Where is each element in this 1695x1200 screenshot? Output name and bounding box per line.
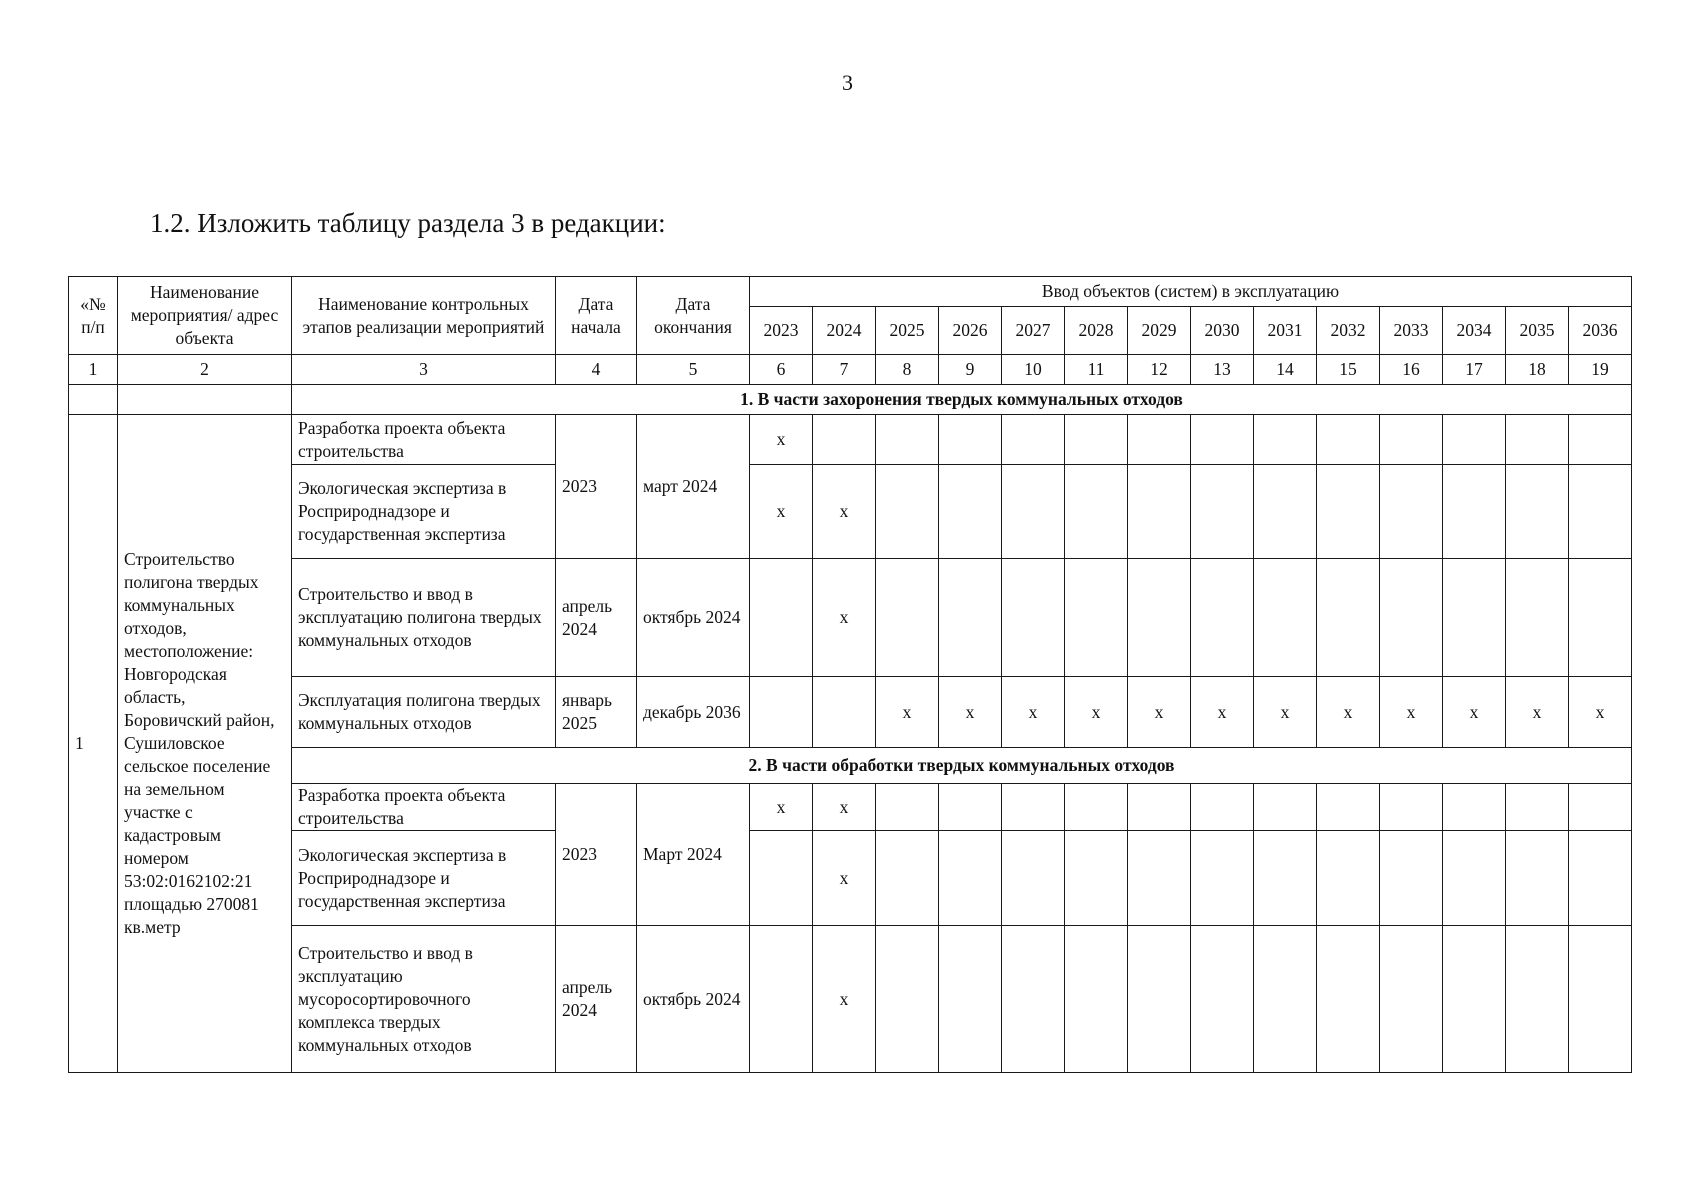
stage-row <box>69 465 1632 559</box>
stage-row <box>69 559 1632 677</box>
column-number: 2 <box>118 355 292 385</box>
column-number: 18 <box>1506 355 1569 385</box>
year-mark <box>1569 415 1632 465</box>
object-name: Строительство полигона твердых коммунальных отходов, местоположение: Новгородская область, Боровичский район, Сушиловское сельское поселение на земельном участке с кадастровым номером 53:02:0162102:21 площадью 270081 кв.метр <box>118 415 292 1073</box>
year-mark <box>1002 784 1065 831</box>
year-header: 2033 <box>1380 307 1443 355</box>
year-header: 2029 <box>1128 307 1191 355</box>
year-mark <box>1191 784 1254 831</box>
stage-name: Эксплуатация полигона твердых коммунальных отходов <box>292 677 556 748</box>
year-mark <box>1254 926 1317 1073</box>
year-mark <box>939 926 1002 1073</box>
year-mark <box>1128 415 1191 465</box>
year-mark <box>939 465 1002 559</box>
column-number: 9 <box>939 355 1002 385</box>
year-mark: х <box>813 784 876 831</box>
year-mark <box>1002 465 1065 559</box>
column-number: 4 <box>556 355 637 385</box>
year-mark <box>876 784 939 831</box>
stage-end-date: октябрь 2024 <box>637 926 750 1073</box>
stage-name: Разработка проекта объекта строительства <box>292 415 556 465</box>
year-mark <box>1002 926 1065 1073</box>
stage-row <box>69 415 1632 465</box>
schedule-table-body <box>69 277 1632 1073</box>
header-name: Наименование мероприятия/ адрес объекта <box>118 277 292 355</box>
row-number: 1 <box>69 415 118 1073</box>
empty-cell <box>69 385 118 415</box>
year-mark <box>813 677 876 748</box>
year-mark: х <box>1317 677 1380 748</box>
year-mark <box>1317 465 1380 559</box>
year-header: 2032 <box>1317 307 1380 355</box>
year-mark <box>876 415 939 465</box>
stage-end-date: март 2024 <box>637 415 750 559</box>
schedule-table <box>68 276 1632 1073</box>
stage-name: Экологическая экспертиза в Росприроднадзоре и государственная экспертиза <box>292 831 556 926</box>
stage-start-date: январь 2025 <box>556 677 637 748</box>
year-mark <box>1254 559 1317 677</box>
section-title: 2. В части обработки твердых коммунальных отходов <box>292 748 1632 784</box>
header-start: Дата начала <box>556 277 637 355</box>
year-mark <box>939 415 1002 465</box>
column-number: 19 <box>1569 355 1632 385</box>
section-title: 1. В части захоронения твердых коммунальных отходов <box>292 385 1632 415</box>
year-mark: х <box>876 677 939 748</box>
year-mark <box>1065 831 1128 926</box>
column-number: 5 <box>637 355 750 385</box>
year-mark <box>1569 831 1632 926</box>
year-mark <box>1191 465 1254 559</box>
year-mark <box>1065 559 1128 677</box>
header-row <box>69 277 1632 307</box>
year-mark <box>1569 784 1632 831</box>
year-mark <box>1506 465 1569 559</box>
year-mark <box>1128 926 1191 1073</box>
year-mark <box>1317 784 1380 831</box>
stage-name: Строительство и ввод в эксплуатацию полигона твердых коммунальных отходов <box>292 559 556 677</box>
year-mark <box>1506 926 1569 1073</box>
year-mark <box>1380 926 1443 1073</box>
year-mark <box>1380 559 1443 677</box>
year-mark <box>1002 831 1065 926</box>
year-mark: х <box>813 465 876 559</box>
year-mark <box>813 415 876 465</box>
stage-name: Строительство и ввод в эксплуатацию мусоросортировочного комплекса твердых коммунальных отходов <box>292 926 556 1073</box>
year-mark: х <box>1506 677 1569 748</box>
year-mark <box>1128 831 1191 926</box>
year-mark <box>876 831 939 926</box>
year-mark <box>1065 926 1128 1073</box>
column-number: 14 <box>1254 355 1317 385</box>
year-header: 2023 <box>750 307 813 355</box>
column-number: 11 <box>1065 355 1128 385</box>
year-mark <box>1254 831 1317 926</box>
stage-name: Разработка проекта объекта строительства <box>292 784 556 831</box>
year-mark <box>1317 926 1380 1073</box>
year-mark: х <box>1191 677 1254 748</box>
stage-end-date: декабрь 2036 <box>637 677 750 748</box>
year-header: 2026 <box>939 307 1002 355</box>
year-mark <box>1254 784 1317 831</box>
stage-start-date: 2023 <box>556 784 637 926</box>
year-mark <box>1443 415 1506 465</box>
year-mark <box>1443 784 1506 831</box>
year-mark: х <box>1380 677 1443 748</box>
year-mark <box>1191 831 1254 926</box>
year-mark: х <box>939 677 1002 748</box>
year-mark <box>1128 559 1191 677</box>
year-mark: х <box>1065 677 1128 748</box>
year-mark <box>1317 415 1380 465</box>
year-mark: х <box>1254 677 1317 748</box>
year-header: 2035 <box>1506 307 1569 355</box>
year-mark <box>750 831 813 926</box>
year-header: 2028 <box>1065 307 1128 355</box>
year-mark <box>1380 415 1443 465</box>
year-mark <box>1443 559 1506 677</box>
empty-cell <box>118 385 292 415</box>
year-mark <box>750 926 813 1073</box>
stage-row <box>69 677 1632 748</box>
year-mark <box>1065 784 1128 831</box>
year-mark <box>1506 784 1569 831</box>
year-mark <box>1065 415 1128 465</box>
year-mark: х <box>1128 677 1191 748</box>
stage-row <box>69 831 1632 926</box>
header-stages: Наименование контрольных этапов реализации мероприятий <box>292 277 556 355</box>
year-mark: х <box>750 415 813 465</box>
year-mark <box>1569 465 1632 559</box>
year-mark: х <box>813 926 876 1073</box>
year-header: 2034 <box>1443 307 1506 355</box>
year-header: 2024 <box>813 307 876 355</box>
page-number: 3 <box>842 70 853 95</box>
year-mark <box>1506 831 1569 926</box>
year-mark: х <box>1002 677 1065 748</box>
year-header: 2036 <box>1569 307 1632 355</box>
year-mark <box>876 559 939 677</box>
header-num: «№ п/п <box>69 277 118 355</box>
stage-start-date: 2023 <box>556 415 637 559</box>
year-mark <box>1317 831 1380 926</box>
header-end: Дата окончания <box>637 277 750 355</box>
year-mark <box>1065 465 1128 559</box>
year-mark <box>1569 559 1632 677</box>
stage-start-date: апрель 2024 <box>556 926 637 1073</box>
section-heading: 1.2. Изложить таблицу раздела 3 в редакции: <box>150 208 666 238</box>
year-mark: х <box>813 559 876 677</box>
column-number: 10 <box>1002 355 1065 385</box>
year-header: 2025 <box>876 307 939 355</box>
year-mark <box>1254 465 1317 559</box>
year-mark <box>1128 784 1191 831</box>
year-mark <box>1506 559 1569 677</box>
year-header: 2027 <box>1002 307 1065 355</box>
column-number: 12 <box>1128 355 1191 385</box>
year-mark <box>1443 831 1506 926</box>
year-mark <box>876 465 939 559</box>
year-mark <box>939 831 1002 926</box>
stage-row <box>69 784 1632 831</box>
column-number: 17 <box>1443 355 1506 385</box>
year-mark <box>1002 415 1065 465</box>
year-mark <box>1128 465 1191 559</box>
year-mark: х <box>813 831 876 926</box>
stage-row <box>69 926 1632 1073</box>
year-header: 2031 <box>1254 307 1317 355</box>
year-mark: х <box>1443 677 1506 748</box>
stage-end-date: октябрь 2024 <box>637 559 750 677</box>
section-row <box>69 748 1632 784</box>
year-mark: х <box>750 465 813 559</box>
stage-start-date: апрель 2024 <box>556 559 637 677</box>
year-mark <box>1002 559 1065 677</box>
column-number: 13 <box>1191 355 1254 385</box>
year-mark <box>1569 926 1632 1073</box>
year-mark <box>1254 415 1317 465</box>
year-mark <box>1380 784 1443 831</box>
year-mark <box>1191 559 1254 677</box>
column-number: 8 <box>876 355 939 385</box>
year-mark: х <box>750 784 813 831</box>
year-mark <box>939 559 1002 677</box>
column-number: 6 <box>750 355 813 385</box>
year-mark <box>1506 415 1569 465</box>
column-number: 1 <box>69 355 118 385</box>
column-number: 3 <box>292 355 556 385</box>
year-mark <box>1380 465 1443 559</box>
stage-name: Экологическая экспертиза в Росприроднадзоре и государственная экспертиза <box>292 465 556 559</box>
column-number: 15 <box>1317 355 1380 385</box>
year-mark <box>750 559 813 677</box>
year-mark <box>1317 559 1380 677</box>
year-header: 2030 <box>1191 307 1254 355</box>
year-mark <box>1443 465 1506 559</box>
year-mark <box>1191 415 1254 465</box>
year-mark: х <box>1569 677 1632 748</box>
column-number: 16 <box>1380 355 1443 385</box>
stage-end-date: Март 2024 <box>637 784 750 926</box>
column-number: 7 <box>813 355 876 385</box>
year-mark <box>939 784 1002 831</box>
year-mark <box>1443 926 1506 1073</box>
year-mark <box>750 677 813 748</box>
year-mark <box>1380 831 1443 926</box>
year-mark <box>1191 926 1254 1073</box>
section-row <box>69 385 1632 415</box>
column-number-row <box>69 355 1632 385</box>
year-mark <box>876 926 939 1073</box>
header-commissioning: Ввод объектов (систем) в эксплуатацию <box>750 277 1632 307</box>
